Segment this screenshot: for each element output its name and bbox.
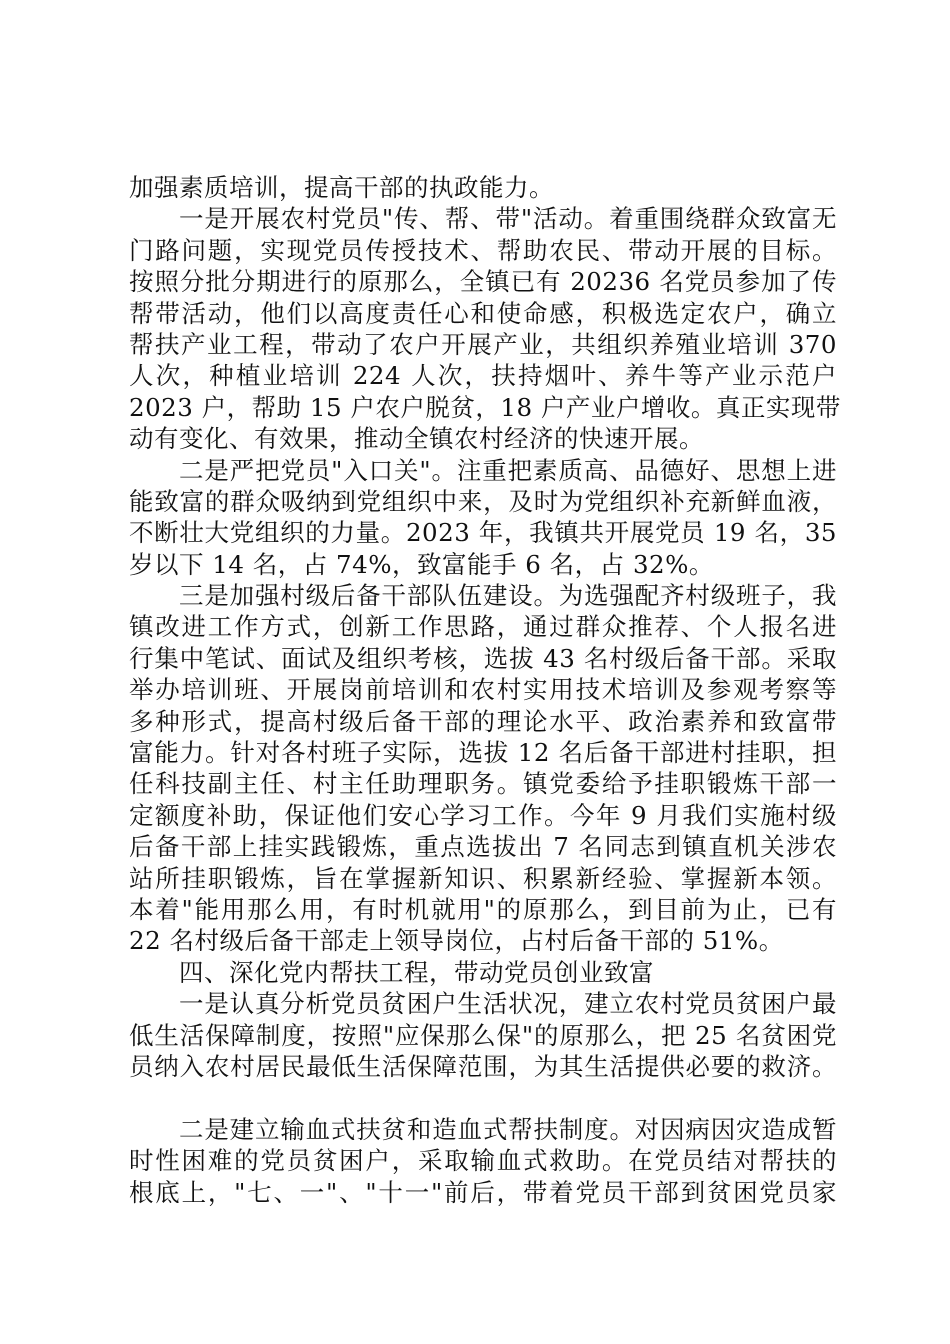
text-line: 定额度补助，保证他们安心学习工作。今年 9 月我们实施村级 <box>129 800 837 830</box>
text-line: 帮扶产业工程，带动了农户开展产业，共组织养殖业培训 370 <box>129 329 837 359</box>
text-line: 镇改进工作方式，创新工作思路，通过群众推荐、个人报名进 <box>129 612 837 642</box>
document-body <box>129 172 841 1208</box>
text-line: 二是严把党员"入口关"。注重把素质高、品德好、思想上进 <box>179 455 837 485</box>
text-line: 根底上，"七、一"、"十一"前后，带着党员干部到贫困党员家 <box>129 1177 837 1207</box>
text-line: 本着"能用那么用，有时机就用"的原那么，到目前为止，已有 <box>129 894 837 924</box>
text-line: 一是开展农村党员"传、帮、带"活动。着重围绕群众致富无 <box>179 204 837 234</box>
text-line: 低生活保障制度，按照"应保那么保"的原那么，把 25 名贫困党 <box>129 1020 837 1050</box>
text-line: 能致富的群众吸纳到党组织中来，及时为党组织补充新鲜血液， <box>129 486 837 516</box>
text-line: 三是加强村级后备干部队伍建设。为选强配齐村级班子，我 <box>179 581 837 611</box>
text-line: 不断壮大党组织的力量。2023 年，我镇共开展党员 19 名，35 <box>129 518 837 548</box>
text-line: 一是认真分析党员贫困户生活状况，建立农村党员贫困户最 <box>179 989 837 1019</box>
text-line: 多种形式，提高村级后备干部的理论水平、政治素养和致富带 <box>129 706 837 736</box>
text-line: 员纳入农村居民最低生活保障范围，为其生活提供必要的救济。 <box>129 1051 837 1081</box>
text-line: 加强素质培训，提高干部的执政能力。 <box>129 173 554 202</box>
text-line: 按照分批分期进行的原那么，全镇已有 20236 名党员参加了传 <box>129 267 837 297</box>
text-line: 站所挂职锻炼，旨在掌握新知识、积累新经验、掌握新本领。 <box>129 863 837 893</box>
text-line: 岁以下 14 名，占 74%，致富能手 6 名，占 32%。 <box>129 549 714 579</box>
text-line: 帮带活动，他们以高度责任心和使命感，积极选定农户，确立 <box>129 298 837 328</box>
text-line: 富能力。针对各村班子实际，选拔 12 名后备干部进村挂职，担 <box>129 738 837 768</box>
text-line: 时性困难的党员贫困户，采取输血式救助。在党员结对帮扶的 <box>129 1146 837 1176</box>
text-line: 门路问题，实现党员传授技术、帮助农民、带动开展的目标。 <box>129 235 837 265</box>
text-line: 后备干部上挂实践锻炼，重点选拔出 7 名同志到镇直机关涉农 <box>129 832 837 862</box>
section-heading: 四、深化党内帮扶工程，带动党员创业致富 <box>179 957 654 987</box>
text-line: 行集中笔试、面试及组织考核，选拔 43 名村级后备干部。采取 <box>129 643 837 673</box>
text-line: 动有变化、有效果，推动全镇农村经济的快速开展。 <box>129 424 704 454</box>
text-line: 人次，种植业培训 224 人次，扶持烟叶、养牛等产业示范户 <box>129 361 837 391</box>
paragraph-gap <box>129 1082 837 1113</box>
text-line: 任科技副主任、村主任助理职务。镇党委给予挂职锻炼干部一 <box>129 769 837 799</box>
text-line: 二是建立输血式扶贫和造血式帮扶制度。对因病因灾造成暂 <box>179 1114 837 1144</box>
text-line: 举办培训班、开展岗前培训和农村实用技术培训及参观考察等 <box>129 675 837 705</box>
text-line: 22 名村级后备干部走上领导岗位，占村后备干部的 51%。 <box>129 926 784 956</box>
text-line: 2023 户，帮助 15 户农户脱贫，18 户产业户增收。真正实现带 <box>129 392 841 422</box>
